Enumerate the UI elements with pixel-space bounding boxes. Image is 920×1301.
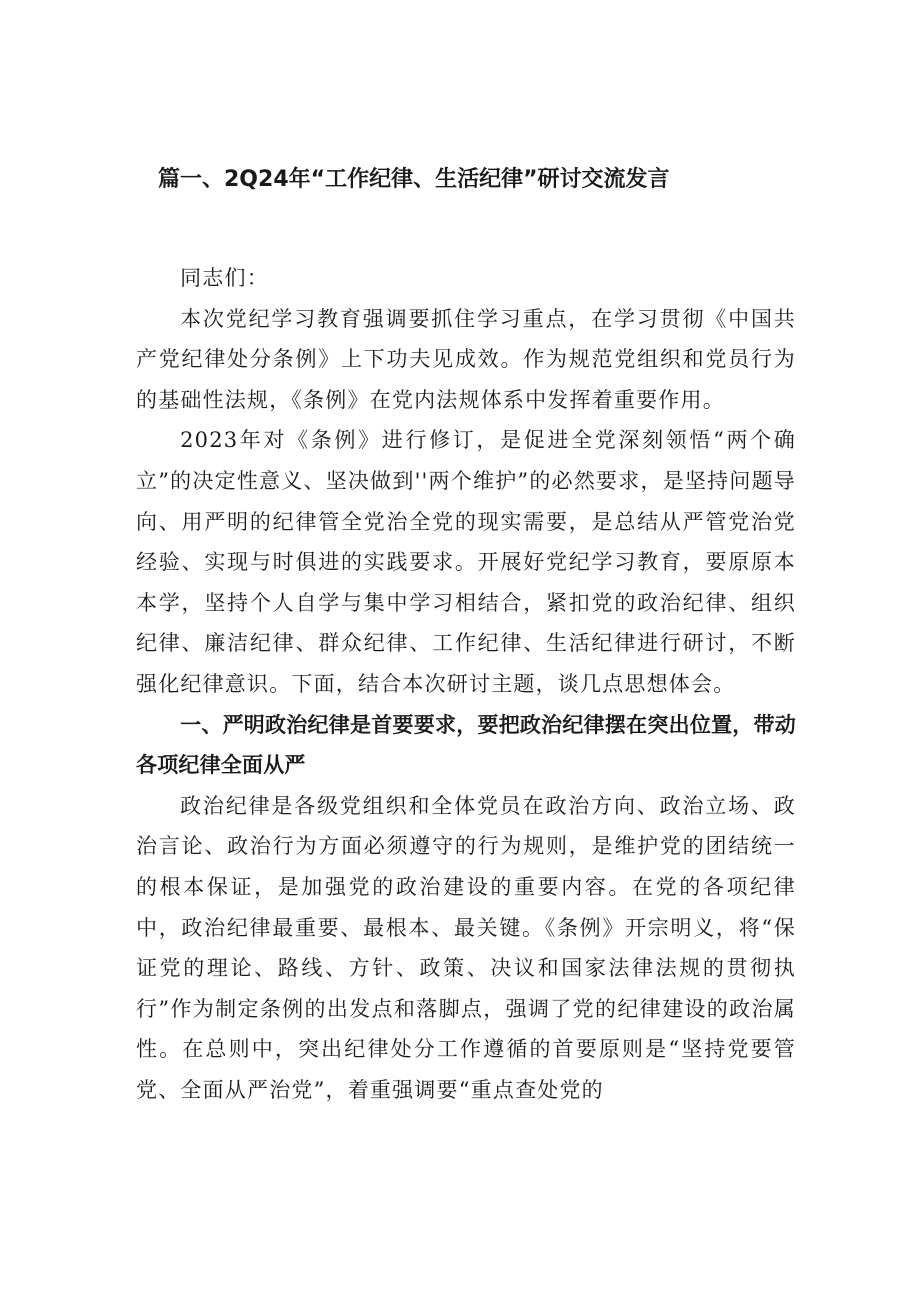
paragraph-revision: 2023年对《条例》进行修订，是促进全党深刻领悟“两个确立”的决定性意义、坚决做到''两个维护”的必然要求，是坚持问题导向、用严明的纪律管全党治全党的现实需要，是总结从严管党治党经验、实现与时俱进的实践要求。开展好党纪学习教育，要原原本本学，坚持个人自学与集中学习相结合，紧扣党的政治纪律、组织纪律、廉洁纪律、群众纪律、工作纪律、生活纪律进行研讨，不断强化纪律意识。下面，结合本次研讨主题，谈几点思想体会。 [136, 428, 796, 696]
paragraph-intro: 本次党纪学习教育强调要抓住学习重点，在学习贯彻《中国共产党纪律处分条例》上下功夫见成效。作为规范党组织和党员行为的基础性法规，《条例》在党内法规体系中发挥着重要作用。 [136, 306, 796, 412]
document-body [136, 258, 796, 1110]
paragraph-political-discipline: 政治纪律是各级党组织和全体党员在政治方向、政治立场、政治言论、政治行为方面必须遵守的行为规则，是维护党的团结统一的根本保证，是加强党的政治建设的重要内容。在党的各项纪律中，政治纪律最重要、最根本、最关键。《条例》开宗明义，将“保证党的理论、路线、方针、政策、决议和国家法律法规的贯彻执行”作为制定条例的出发点和落脚点，强调了党的纪律建设的政治属性。在总则中，突出纪律处分工作遵循的首要原则是“坚持党要管党、全面从严治党”，着重强调要“重点查处党的 [136, 793, 796, 1102]
document-title: 篇一、2Q24年“工作纪律、生活纪律”研讨交流发言 [158, 167, 670, 192]
section-heading: 一、严明政治纪律是首要要求，要把政治纪律摆在突出位置，带动各项纪律全面从严 [136, 712, 796, 778]
salutation: 同志们： [180, 266, 269, 290]
